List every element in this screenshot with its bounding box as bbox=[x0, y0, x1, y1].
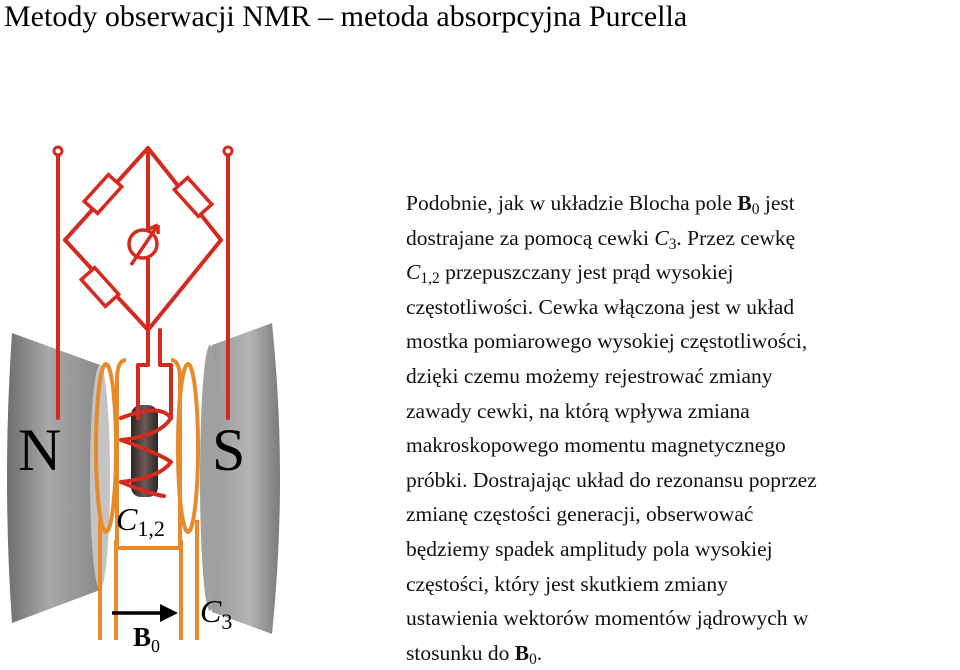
text-line: częstotliwości. Cewka włączona jest w układ bbox=[406, 294, 795, 319]
text-line: dzięki czemu możemy rejestrować zmiany bbox=[406, 363, 773, 388]
text-line: próbki. Dostrajając układ do rezonansu poprzez bbox=[406, 467, 817, 492]
text-line: $C_{1,2}$ przepuszczany jest prąd wysokiej bbox=[406, 260, 734, 288]
magnet-s-label: S bbox=[212, 417, 246, 483]
text-line: będziemy spadek amplitudy pola wysokiej bbox=[406, 536, 773, 561]
text-line: Podobnie, jak w układzie Blocha pole $B_0$ jest bbox=[406, 191, 795, 218]
galvanometer-icon bbox=[129, 225, 158, 265]
field-arrow-icon bbox=[112, 604, 178, 622]
purcell-nmr-diagram bbox=[0, 0, 400, 669]
page-title: Metody obserwacji NMR – metoda absorpcyjna Purcella bbox=[4, 0, 688, 33]
description-text bbox=[406, 186, 958, 670]
magnet-n-label: N bbox=[18, 417, 62, 483]
text-line: makroskopowego momentu magnetycznego bbox=[406, 433, 786, 458]
text-line: zmianę częstości generacji, obserwować bbox=[406, 502, 754, 527]
text-line: ustawienia wektorów momentów jądrowych w bbox=[406, 606, 809, 631]
text-line: częstości, który jest skutkiem zmiany bbox=[406, 571, 728, 596]
coil-c3-label: $C_3$ bbox=[200, 593, 233, 634]
text-line: mostka pomiarowego wysokiej częstotliwości, bbox=[406, 329, 808, 354]
text-line: stosunku do $B_0$. bbox=[406, 640, 543, 668]
text-line: dostrajane za pomocą cewki $C_3$. Przez cewkę bbox=[406, 225, 796, 253]
field-b0-label: $B_0$ bbox=[133, 622, 161, 656]
text-line: zawady cewki, na którą wpływa zmiana bbox=[406, 398, 750, 423]
coil-c12-label: C1,2 bbox=[116, 501, 165, 541]
